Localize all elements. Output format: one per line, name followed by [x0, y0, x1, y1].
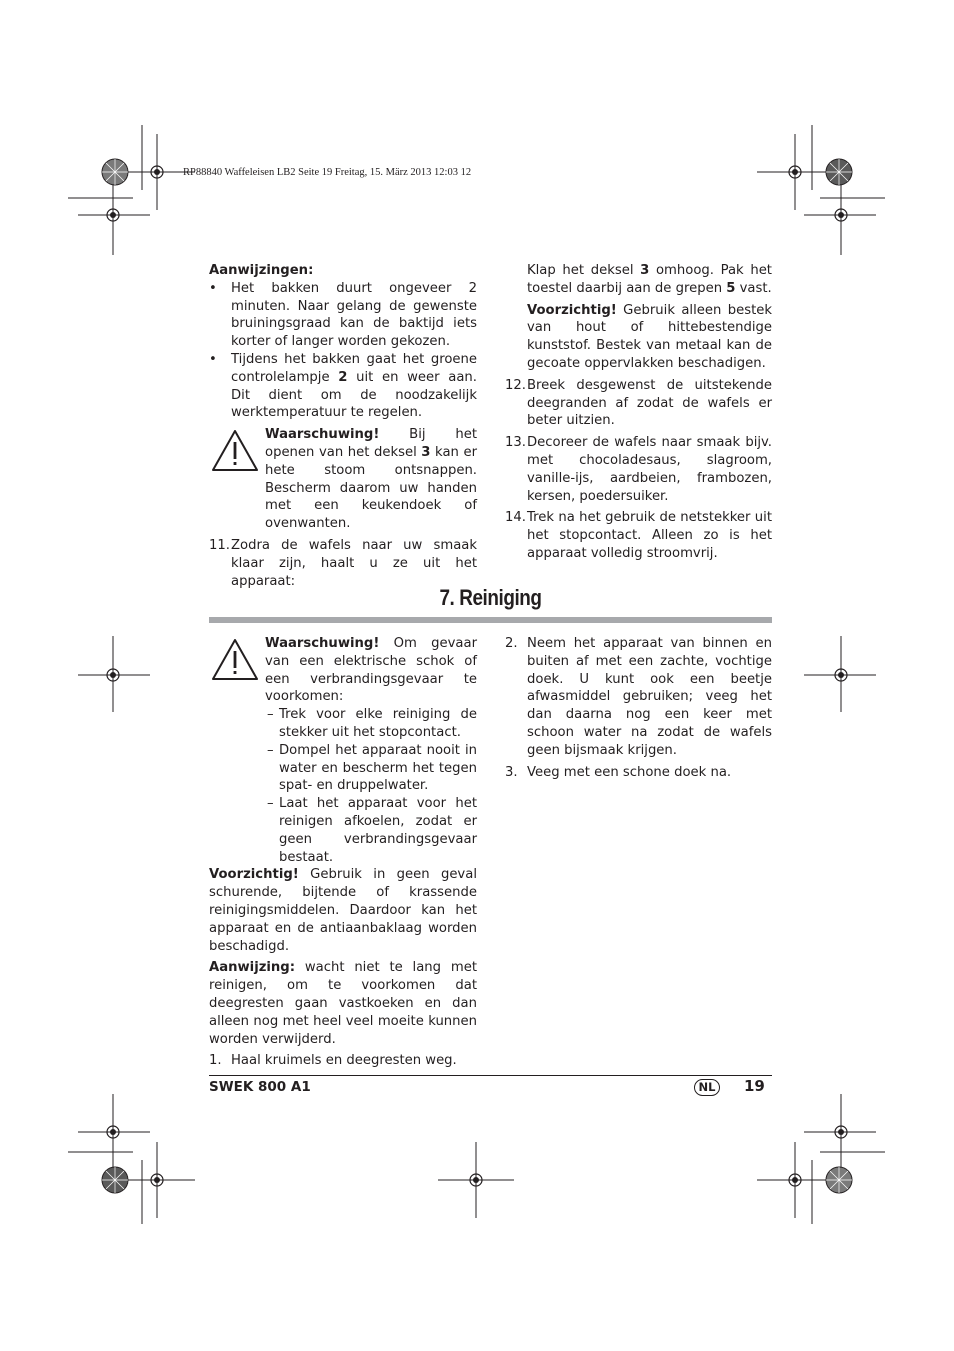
right-column-bottom [505, 635, 772, 781]
warning-text: Waarschuwing! Bij het openen van het deksel 3 kan er hete stoom ontsnappen. Bescherm daarom uw handen met een keukendoek of ovenwanten. [265, 427, 477, 532]
warning-list-item [267, 795, 477, 866]
step-text: Decoreer de wafels naar smaak bijv. met chocoladesaus, slagroom, vanille-ijs, aardbeien, frambozen, kersen, poedersuiker. [527, 435, 772, 504]
step-number: 3. [505, 764, 518, 780]
step-text: Haal kruimels en deegresten weg. [231, 1053, 457, 1069]
step-3 [505, 764, 772, 782]
step-text: Neem het apparaat van binnen en buiten af met een zachte, vochtige doek. U kunt ook een beetje afwasmiddel gebruiken; veeg het dan daarna nog een keer met schoon water na zodat de wafels geen bijsmaak krijgen. [527, 636, 772, 758]
warning-item-text: Dompel het apparaat nooit in water en bescherm het tegen spat- en druppelwater. [279, 742, 477, 794]
step-13 [505, 434, 772, 505]
warning-item-text: Trek voor elke reiniging de stekker uit het stopcontact. [279, 707, 477, 740]
step-14 [505, 509, 772, 562]
caution-text: Voorzichtig! Gebruik in geen geval schurende, bijtende of krassende reinigingsmiddelen. Daardoor kan het apparaat en de antiaanbaklaag worden beschadigd. [209, 867, 477, 954]
step-1 [209, 1052, 477, 1070]
part-number: 3 [421, 444, 431, 460]
bullet-symbol: • [209, 280, 217, 296]
bullet-symbol: • [209, 351, 217, 367]
step-12 [505, 377, 772, 430]
section-rule [209, 617, 772, 623]
warning-block [209, 426, 477, 533]
footer-model: SWEK 800 A1 [209, 1079, 311, 1095]
warning-block [209, 635, 477, 866]
warning-list-item [267, 706, 477, 742]
warning-triangle-icon [211, 429, 259, 478]
lift-lid-text: Klap het deksel 3 omhoog. Pak het toestel daarbij aan de grepen 5 vast. [527, 263, 772, 296]
step-number: 12. [505, 377, 526, 393]
bullet-item [209, 280, 477, 351]
step-text: Zodra de wafels naar uw smaak klaar zijn, haalt u ze uit het apparaat: [231, 537, 477, 589]
bullet-text: Het bakken duurt ongeveer 2 minuten. Naar gelang de gewenste bruiningsgraad kan de baktijd iets korter of langer worden gekozen. [231, 280, 477, 350]
dash-symbol: – [267, 707, 274, 723]
step-2 [505, 635, 772, 760]
left-column-bottom [209, 635, 477, 1070]
warning-item-text: Laat het apparaat voor het reinigen afkoelen, zodat er geen verbrandingsgevaar bestaat. [279, 796, 477, 865]
warning-text: Waarschuwing! Om gevaar van een elektrische schok of een verbrandingsgevaar te voorkomen: [265, 636, 477, 705]
step-number: 1. [209, 1053, 222, 1069]
step-text: Trek na het gebruik de netstekker uit het stopcontact. Alleen zo is het apparaat volledig stroomvrij. [527, 510, 772, 561]
section-title: 7. Reiniging [439, 585, 542, 610]
step-number: 11. [209, 537, 230, 553]
part-number: 2 [338, 369, 348, 385]
note-text: Aanwijzing: wacht niet te lang met reinigen, om te voorkomen dat deegresten gaan vastkoeken en dan alleen nog met heel veel moeite kunnen worden verwijderd. [209, 960, 477, 1047]
step-number: 2. [505, 636, 518, 651]
step-number: 14. [505, 510, 526, 526]
step-number: 13. [505, 435, 526, 451]
language-badge: NL [694, 1079, 720, 1096]
warning-list [265, 706, 477, 866]
caution-text: Voorzichtig! Gebruik alleen bestek van hout of hittebestendige kunststof. Bestek van metaal kan de gecoate oppervlakken beschadigen. [527, 302, 772, 371]
step-text: Veeg met een schone doek na. [527, 764, 732, 780]
step-text: Breek desgewenst de uitstekende deegranden af zodat de wafels er beter uitzien. [527, 377, 772, 429]
left-column-top [209, 262, 477, 590]
warning-triangle-icon [211, 638, 259, 687]
bullet-text: Tijdens het bakken gaat het groene controlelampje 2 uit en weer aan. Dit dient om de noodzakelijk werktemperatuur te regelen. [231, 351, 477, 421]
print-slug: RP88840 Waffeleisen LB2 Seite 19 Freitag, 15. März 2013 12:03 12 [183, 167, 472, 178]
footer-rule [209, 1075, 772, 1076]
notes-heading: Aanwijzingen: [209, 263, 314, 278]
bullet-item [209, 351, 477, 422]
right-column-top [505, 262, 772, 563]
page-number: 19 [744, 1077, 765, 1095]
dash-symbol: – [267, 796, 274, 812]
warning-list-item [267, 742, 477, 795]
dash-symbol: – [267, 742, 274, 758]
step-11 [209, 537, 477, 590]
